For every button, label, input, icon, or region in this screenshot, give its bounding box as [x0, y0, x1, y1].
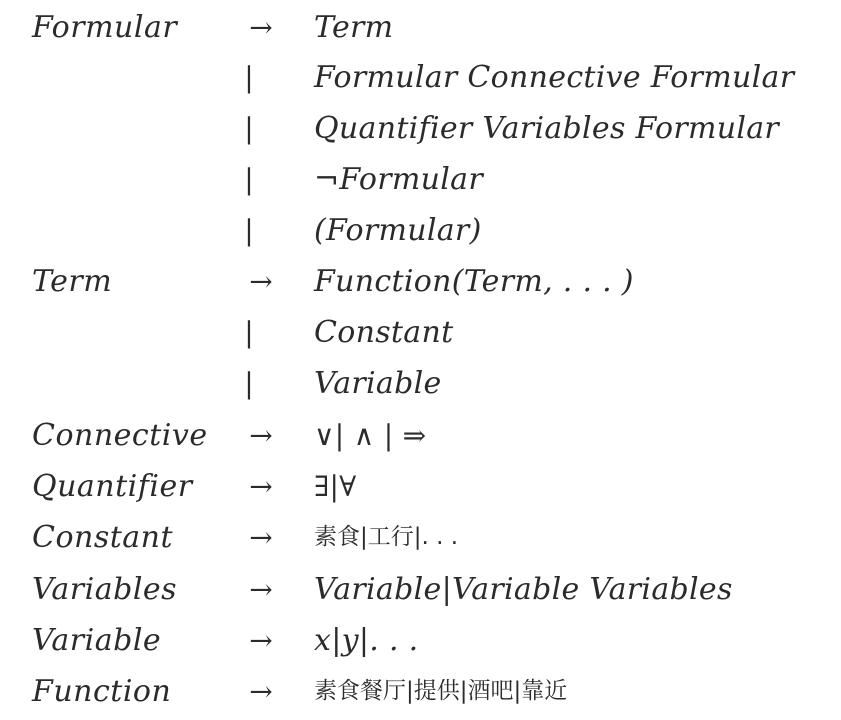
rule-arrow: → — [249, 11, 273, 44]
rule-arrow: → — [249, 265, 273, 298]
rule-rhs: 素食|工行|. . . — [314, 524, 459, 550]
rule-rhs: Variable|Variable Variables — [314, 572, 733, 607]
rule-rhs: ¬Formular — [314, 162, 484, 197]
rule-rhs: Constant — [314, 315, 454, 350]
rule-row — [0, 52, 841, 103]
rule-rhs: Function(Term, . . . ) — [314, 264, 634, 299]
rule-rhs: (Formular) — [314, 213, 482, 248]
rule-row — [0, 205, 841, 256]
rule-rhs: 素食餐厅|提供|酒吧|靠近 — [314, 678, 568, 704]
rule-row — [0, 512, 841, 563]
rule-lhs: Variable — [32, 623, 162, 658]
rule-lhs: Quantifier — [32, 469, 193, 504]
rule-row — [0, 358, 841, 409]
rule-lhs: Constant — [32, 520, 174, 555]
rule-lhs: Connective — [32, 418, 208, 453]
rule-rhs: Variable — [314, 366, 442, 401]
rule-arrow: → — [249, 624, 273, 657]
rule-arrow: → — [249, 573, 273, 606]
rule-row — [0, 307, 841, 358]
rule-lhs: Function — [32, 674, 172, 709]
rule-arrow: → — [249, 675, 273, 708]
rule-rhs: Quantifier Variables Formular — [314, 111, 780, 146]
rule-lhs: Term — [32, 264, 113, 299]
rule-rhs: Term — [314, 10, 394, 45]
rule-alternative-bar: | — [244, 367, 254, 400]
rule-row — [0, 2, 841, 53]
rule-row — [0, 256, 841, 307]
rule-row — [0, 615, 841, 666]
rule-alternative-bar: | — [244, 214, 254, 247]
rule-alternative-bar: | — [244, 112, 254, 145]
rule-alternative-bar: | — [244, 61, 254, 94]
rule-row — [0, 564, 841, 615]
rule-lhs: Formular — [32, 10, 178, 45]
rule-rhs: Formular Connective Formular — [314, 60, 795, 95]
rule-row — [0, 154, 841, 205]
rule-arrow: → — [249, 419, 273, 452]
rule-rhs: x|y|. . . — [314, 623, 419, 658]
rule-rhs: ∃|∀ — [314, 470, 357, 503]
rule-alternative-bar: | — [244, 316, 254, 349]
rule-row — [0, 666, 841, 717]
rule-row — [0, 103, 841, 154]
rule-arrow: → — [249, 521, 273, 554]
rule-alternative-bar: | — [244, 163, 254, 196]
rule-row — [0, 410, 841, 461]
rule-arrow: → — [249, 470, 273, 503]
rule-rhs: ∨| ∧ | ⇒ — [314, 419, 427, 452]
rule-lhs: Variables — [32, 572, 178, 607]
rule-row — [0, 461, 841, 512]
